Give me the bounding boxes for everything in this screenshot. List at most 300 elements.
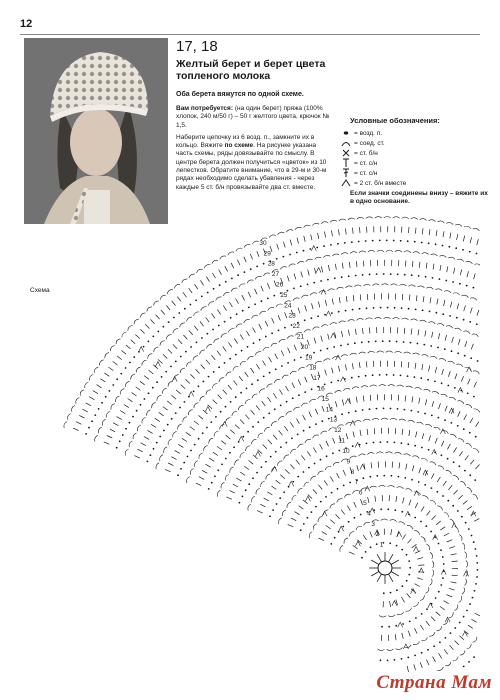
chain-stitch (203, 381, 205, 383)
chain-arch (377, 351, 384, 353)
double-crochet-stitch (255, 289, 258, 294)
chain-stitch (119, 440, 121, 442)
chain-stitch (163, 326, 165, 328)
chain-stitch (355, 410, 357, 412)
double-crochet-stitch (335, 401, 337, 407)
double-crochet-stitch (120, 411, 125, 414)
chain-stitch (380, 307, 382, 309)
chain-arch (228, 329, 234, 333)
double-crochet-stitch (117, 417, 122, 420)
schema-label: Схема (30, 287, 50, 294)
double-crochet-stitch (242, 295, 245, 300)
double-crochet-stitch (140, 329, 144, 333)
chain-arch (437, 667, 443, 671)
stitch-group (414, 491, 419, 496)
chain-stitch (473, 396, 475, 398)
chain-arch (368, 351, 375, 353)
double-crochet-stitch (173, 344, 177, 348)
double-crochet-stitch (450, 645, 454, 650)
chain-stitch (190, 450, 192, 452)
chain-stitch (473, 541, 475, 543)
chain-arch (187, 317, 193, 321)
chain-arch (321, 222, 328, 224)
chain-arch (432, 392, 439, 395)
double-crochet-stitch (353, 295, 354, 301)
chain-arch (441, 394, 448, 397)
chain-stitch (369, 476, 371, 478)
chain-stitch (251, 383, 253, 385)
double-crochet-stitch (455, 641, 459, 645)
double-crochet-stitch (194, 421, 199, 425)
double-crochet-stitch (277, 244, 279, 250)
chain-stitch (256, 472, 258, 474)
chain-stitch (409, 567, 411, 569)
double-crochet-stitch (349, 262, 350, 268)
chain-stitch (148, 392, 150, 394)
materials-paragraph (176, 105, 330, 130)
double-crochet-stitch (189, 330, 193, 335)
chain-arch (99, 360, 103, 366)
chain-stitch (309, 426, 311, 428)
double-crochet-stitch (171, 457, 176, 460)
chain-arch (186, 477, 189, 483)
chain-stitch (442, 556, 444, 558)
chain-arch (252, 394, 258, 398)
chain-stitch (404, 477, 406, 479)
chain-stitch (311, 317, 313, 319)
double-crochet-stitch (429, 435, 431, 441)
chain-stitch (212, 329, 214, 331)
chain-stitch (230, 317, 232, 319)
chain-stitch (337, 488, 339, 490)
double-crochet-stitch (296, 419, 299, 424)
chain-stitch (239, 502, 241, 504)
double-crochet-stitch (406, 464, 407, 470)
chain-arch (68, 414, 71, 420)
chain-stitch (220, 411, 222, 413)
double-crochet-stitch (240, 335, 243, 340)
chain-stitch (272, 509, 274, 511)
chain-arch (378, 649, 385, 651)
chain-stitch (156, 442, 158, 444)
stitch-group (458, 388, 463, 393)
row-number-label: 8 (350, 468, 355, 476)
chain-arch (455, 224, 462, 226)
chain-stitch (296, 252, 298, 254)
chain-arch (386, 452, 393, 454)
chain-stitch (456, 317, 458, 319)
chain-stitch (447, 385, 449, 387)
chain-stitch (190, 346, 192, 348)
chain-stitch (421, 613, 423, 615)
legend-label: = соед. ст. (354, 139, 385, 147)
double-crochet-stitch (234, 338, 237, 343)
chain-stitch (351, 377, 353, 379)
chain-arch (422, 253, 429, 255)
chain-arch (345, 286, 352, 288)
chain-stitch (459, 622, 461, 624)
chain-stitch (334, 537, 336, 539)
double-crochet-stitch (470, 308, 472, 314)
row-number-label: 19 (305, 354, 313, 362)
double-crochet-stitch (470, 418, 473, 423)
chain-stitch (431, 487, 433, 489)
chain-stitch (401, 442, 403, 444)
chain-stitch (400, 240, 402, 242)
chain-arch (453, 476, 459, 480)
chain-arch (453, 657, 459, 661)
chain-stitch (294, 359, 296, 361)
chain-stitch (404, 409, 406, 411)
chain-arch (167, 290, 173, 294)
double-crochet-stitch (346, 433, 348, 439)
chain-stitch (201, 296, 203, 298)
chain-stitch (403, 341, 405, 343)
double-crochet-stitch (140, 381, 145, 385)
double-crochet-stitch (414, 664, 416, 670)
chain-stitch (415, 309, 417, 311)
chain-arch (309, 399, 316, 402)
stitch-group (316, 268, 321, 273)
double-crochet-stitch (175, 450, 180, 453)
double-crochet-stitch (245, 372, 249, 377)
chain-arch (221, 334, 227, 338)
chain-arch (330, 323, 337, 325)
double-crochet-stitch (463, 501, 468, 505)
double-crochet-stitch (408, 362, 409, 368)
chain-stitch (407, 240, 409, 242)
chain-stitch (125, 367, 127, 369)
chain-arch (470, 298, 477, 301)
chain-arch (154, 347, 159, 352)
double-crochet-stitch (273, 393, 276, 398)
double-crochet-stitch (134, 456, 140, 459)
double-crochet-stitch (409, 430, 410, 436)
chain-stitch (408, 560, 410, 562)
double-crochet-stitch (459, 636, 463, 640)
double-crochet-stitch (230, 430, 235, 434)
chain-stitch (455, 247, 457, 249)
chain-stitch (198, 438, 200, 440)
chain-stitch (292, 397, 294, 399)
chain-stitch (287, 362, 289, 364)
chain-stitch (320, 350, 322, 352)
double-crochet-stitch (402, 633, 404, 639)
double-crochet-stitch (416, 295, 417, 301)
row-number-label: 21 (296, 333, 305, 341)
legend-label: = ст. с/н (354, 159, 378, 167)
double-crochet-stitch (268, 440, 272, 445)
chain-arch (402, 217, 409, 219)
stitch-group (311, 246, 316, 251)
chain-arch (339, 219, 346, 221)
double-crochet-stitch (431, 617, 435, 621)
chain-stitch (159, 436, 161, 438)
chain-stitch (442, 313, 444, 315)
double-crochet-stitch (412, 261, 413, 267)
chain-stitch (415, 617, 417, 619)
row-number-label: 17 (313, 375, 321, 383)
chain-stitch (398, 476, 400, 478)
chain-stitch (440, 549, 442, 551)
chain-arch (413, 642, 419, 645)
double-crochet-stitch (375, 496, 376, 502)
double-crochet-stitch (156, 315, 160, 320)
double-crochet-stitch (461, 376, 463, 382)
chain-stitch (161, 376, 163, 378)
double-crochet-stitch (477, 239, 479, 245)
chain-arch (349, 531, 354, 536)
chain-arch (214, 431, 218, 437)
chain-arch (116, 396, 120, 402)
chain-stitch (476, 323, 478, 325)
chain-stitch (237, 274, 239, 276)
chain-stitch (337, 380, 339, 382)
chain-arch (411, 218, 418, 220)
double-crochet-stitch (417, 558, 423, 560)
chain-stitch (395, 625, 397, 627)
chain-arch (343, 388, 350, 390)
double-crochet-stitch (436, 230, 437, 236)
double-crochet-stitch (257, 511, 263, 513)
double-crochet-stitch (284, 426, 288, 431)
chain-stitch (425, 525, 427, 527)
double-crochet-stitch (336, 514, 340, 518)
chain-stitch (438, 591, 440, 593)
double-crochet-stitch (249, 460, 254, 464)
row-number-label: 11 (338, 437, 345, 445)
chain-stitch (225, 458, 227, 460)
chain-stitch (439, 641, 441, 643)
double-crochet-stitch (448, 444, 451, 449)
chain-arch (260, 311, 266, 314)
double-crochet-stitch (262, 401, 266, 406)
chain-stitch (347, 343, 349, 345)
chain-arch (363, 284, 370, 286)
chain-stitch (469, 603, 471, 605)
double-crochet-stitch (432, 401, 434, 407)
chain-stitch (248, 307, 250, 309)
chain-stitch (224, 362, 226, 364)
chain-arch (209, 438, 213, 444)
chain-stitch (359, 308, 361, 310)
double-crochet-stitch (328, 265, 329, 271)
double-crochet-stitch (325, 232, 326, 238)
chain-arch (72, 406, 75, 412)
double-crochet-stitch (286, 386, 289, 391)
double-crochet-stitch (251, 410, 255, 415)
chain-arch (252, 241, 258, 244)
double-crochet-stitch (76, 422, 81, 425)
double-crochet-stitch (474, 519, 479, 522)
chain-arch (396, 647, 403, 649)
chain-arch (439, 359, 446, 361)
double-crochet-stitch (465, 341, 467, 347)
chain-stitch (452, 281, 454, 283)
chain-arch (223, 292, 229, 296)
chain-stitch (414, 517, 416, 519)
chain-arch (282, 375, 288, 378)
row-number-label: 26 (276, 281, 284, 289)
double-crochet-stitch (363, 535, 366, 540)
chain-stitch (457, 510, 459, 512)
double-crochet-stitch (206, 317, 210, 322)
double-crochet-stitch (109, 367, 114, 371)
chain-arch (287, 502, 291, 508)
chain-stitch (355, 275, 357, 277)
chain-stitch (348, 275, 350, 277)
double-crochet-stitch (449, 588, 455, 590)
double-crochet-stitch (229, 302, 232, 307)
legend-label: = возд. п. (354, 129, 383, 137)
chain-stitch (253, 342, 255, 344)
double-crochet-stitch (294, 345, 296, 351)
pattern-description (176, 38, 330, 196)
double-crochet-stitch (318, 538, 324, 541)
chain-stitch (320, 459, 322, 461)
chain-stitch (463, 666, 465, 668)
stitch-mark (391, 560, 399, 565)
chain-stitch (300, 529, 302, 531)
chain-stitch (315, 423, 317, 425)
chain-stitch (373, 442, 375, 444)
chain-arch (236, 248, 242, 251)
double-crochet-stitch (248, 292, 251, 297)
chain-arch (312, 223, 319, 225)
chain-arch (248, 504, 251, 510)
chain-stitch (358, 376, 360, 378)
chain-arch (359, 251, 366, 253)
chain-stitch (362, 409, 364, 411)
chain-arch (437, 506, 442, 511)
chain-arch (128, 326, 133, 331)
chain-stitch (476, 562, 478, 564)
double-crochet-stitch (476, 465, 480, 469)
chain-arch (200, 396, 205, 401)
double-crochet-stitch (298, 308, 300, 314)
chain-stitch (136, 410, 138, 412)
chain-stitch (332, 452, 334, 454)
double-crochet-stitch (354, 502, 357, 508)
chain-arch (125, 449, 128, 455)
chain-arch (301, 295, 308, 298)
chain-arch (429, 220, 436, 222)
chain-stitch (361, 342, 363, 344)
chain-arch (293, 407, 299, 411)
chain-arch (147, 410, 151, 416)
chain-stitch (341, 413, 343, 415)
chain-arch (354, 285, 361, 287)
double-crochet-stitch (435, 367, 437, 373)
double-crochet-stitch (427, 660, 430, 666)
chain-arch (318, 516, 322, 522)
chain-arch (183, 417, 187, 423)
double-crochet-stitch (288, 524, 294, 526)
double-crochet-stitch (251, 368, 254, 373)
double-crochet-stitch (126, 345, 131, 349)
double-crochet-stitch (168, 463, 173, 466)
chain-stitch (327, 279, 329, 281)
chain-arch (125, 381, 129, 387)
double-crochet-stitch (304, 236, 305, 242)
double-crochet-stitch (464, 415, 467, 420)
double-crochet-stitch (299, 506, 304, 510)
top-divider (20, 34, 480, 35)
chain-arch (271, 422, 277, 426)
chain-stitch (428, 449, 430, 451)
double-crochet-stitch (371, 462, 372, 468)
row-number-label: 3 (371, 520, 376, 528)
double-crochet-stitch (150, 319, 154, 323)
chain-arch (212, 384, 217, 389)
chain-stitch (397, 408, 399, 410)
chain-stitch (390, 408, 392, 410)
chain-arch (388, 615, 395, 617)
double-crochet-stitch (474, 273, 476, 279)
chain-stitch (257, 379, 259, 381)
double-crochet-stitch (196, 369, 200, 373)
double-crochet-stitch (396, 496, 397, 502)
chain-stitch (396, 341, 398, 343)
double-crochet-stitch (121, 350, 126, 354)
chain-stitch (474, 590, 476, 592)
double-crochet-stitch (455, 374, 457, 380)
chain-stitch (381, 626, 383, 628)
chain-stitch (439, 278, 441, 280)
chain-stitch (304, 319, 306, 321)
double-crochet-stitch (342, 400, 343, 406)
chain-arch (180, 323, 185, 328)
chain-stitch (283, 491, 285, 493)
chain-arch (315, 361, 322, 364)
chain-stitch (414, 376, 416, 378)
center-ring (378, 561, 392, 575)
chain-stitch (394, 659, 396, 661)
double-crochet-stitch (202, 470, 207, 473)
double-crochet-stitch (430, 297, 431, 303)
chain-stitch (340, 345, 342, 347)
chain-stitch (298, 394, 300, 396)
double-crochet-stitch (426, 263, 427, 269)
double-crochet-stitch (178, 444, 183, 447)
chain-arch (429, 632, 435, 636)
chain-arch (449, 612, 453, 618)
double-crochet-stitch (419, 468, 421, 474)
chain-stitch (476, 555, 478, 557)
chain-arch (259, 389, 265, 393)
double-crochet-stitch (342, 263, 343, 269)
double-crochet-stitch (226, 497, 232, 499)
chain-stitch (153, 448, 155, 450)
double-crochet-stitch (206, 360, 210, 365)
chain-arch (178, 424, 182, 430)
double-crochet-stitch (390, 601, 391, 607)
chain-stitch (283, 256, 285, 258)
chain-arch (189, 274, 195, 278)
double-crochet-stitch (318, 302, 319, 308)
chain-stitch (402, 623, 404, 625)
chain-arch (388, 385, 395, 387)
chain-stitch (409, 621, 411, 623)
double-crochet-stitch (405, 396, 406, 402)
chain-arch (397, 385, 404, 387)
chain-stitch (408, 574, 410, 576)
chain-stitch (435, 597, 437, 599)
chain-stitch (411, 410, 413, 412)
double-crochet-stitch (283, 242, 285, 248)
chain-arch (399, 284, 406, 286)
row-number-label: 25 (280, 291, 288, 299)
